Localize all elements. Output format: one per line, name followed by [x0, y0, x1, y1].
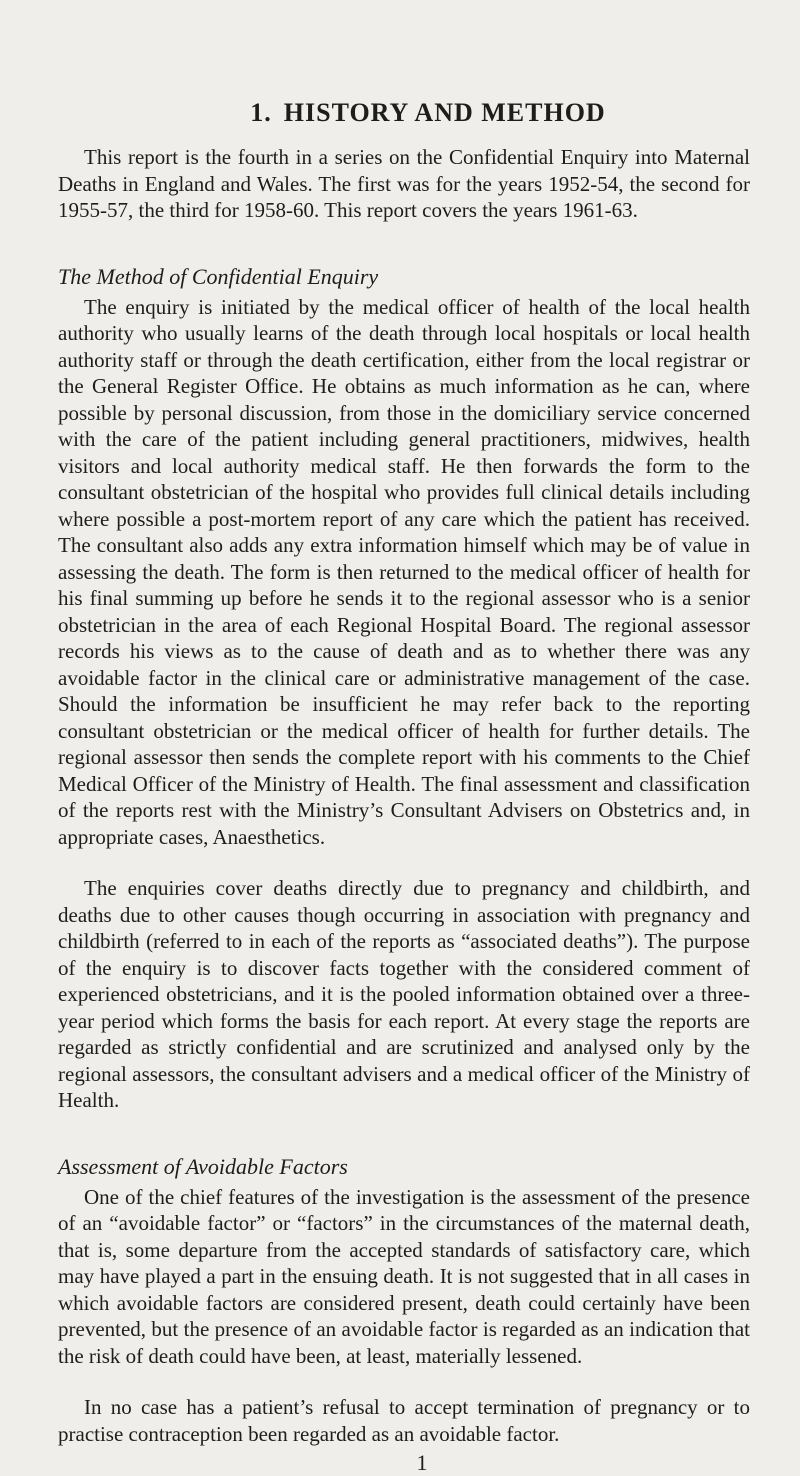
chapter-heading: [58, 98, 750, 128]
page-number: 1: [416, 1450, 428, 1475]
intro-paragraph: This report is the fourth in a series on the Confidential Enquiry into Maternal Deaths in England and Wales. The first was for the years 1952-54, the second for 1955-57, the third for 1958-60. This report covers the years 1961-63.: [58, 145, 750, 222]
method-paragraph-1: The enquiry is initiated by the medical officer of health of the local health authority who usually learns of the death through local hospitals or local health authority staff or through the death certification, either from the local registrar or the General Register Office. He obtains as much information as he can, where possible by personal discussion, from those in the domiciliary service concerned with the care of the patient including general practitioners, midwives, health visitors and local authority medical staff. He then forwards the form to the consultant obstetrician of the hospital who provides full clinical details including where possible a post-mortem report of any care which the patient has received. The consultant also adds any extra information himself which may be of value in assessing the death. The form is then returned to the medical officer of health for his final summing up before he sends it to the regional assessor who is a senior obstetrician in the area of each Regional Hospital Board. The regional assessor records his views as to the cause of death and as to whether there was any avoidable factor in the clinical care or administrative management of the case. Should the information be insufficient he may refer back to the reporting consultant obstetrician or the medical officer of health for further details. The regional assessor then sends the complete report with his comments to the Chief Medical Officer of the Ministry of Health. The final assessment and classification of the reports rest with the Ministry’s Consultant Advisers on Obstetrics and, in appropriate cases, Anaesthetics.: [58, 294, 750, 849]
chapter-title: HISTORY AND METHOD: [283, 98, 606, 127]
avoidable-paragraph-1: One of the chief features of the investigation is the assessment of the presence of an “avoidable factor” or “factors” in the circumstances of the maternal death, that is, some departure from the accepted standards of satisfactory care, which may have played a part in the ensuing death. It is not suggested that in all cases in which avoidable factors are considered present, death could certainly have been prevented, but the presence of an avoidable factor is regarded as an indication that the risk of death could have been, at least, materially lessened.: [58, 1184, 750, 1368]
avoidable-paragraph-2: In no case has a patient’s refusal to accept termination of pregnancy or to practise contraception been regarded as an avoidable factor.: [58, 1395, 750, 1446]
section-heading-method: The Method of Confidential Enquiry: [58, 263, 379, 289]
chapter-number: 1.: [250, 98, 272, 127]
section-heading-avoidable-factors: Assessment of Avoidable Factors: [58, 1153, 348, 1179]
method-paragraph-2: The enquiries cover deaths directly due to pregnancy and childbirth, and deaths due to other causes though occurring in association with pregnancy and childbirth (referred to in each of the reports as “associated deaths”). The purpose of the enquiry is to discover facts together with the considered comment of experienced obstetricians, and it is the pooled information obtained over a three-year period which forms the basis for each report. At every stage the reports are regarded as strictly confidential and are scrutinized and analysed only by the regional assessors, the consultant advisers and a medical officer of the Ministry of Health.: [58, 876, 750, 1112]
